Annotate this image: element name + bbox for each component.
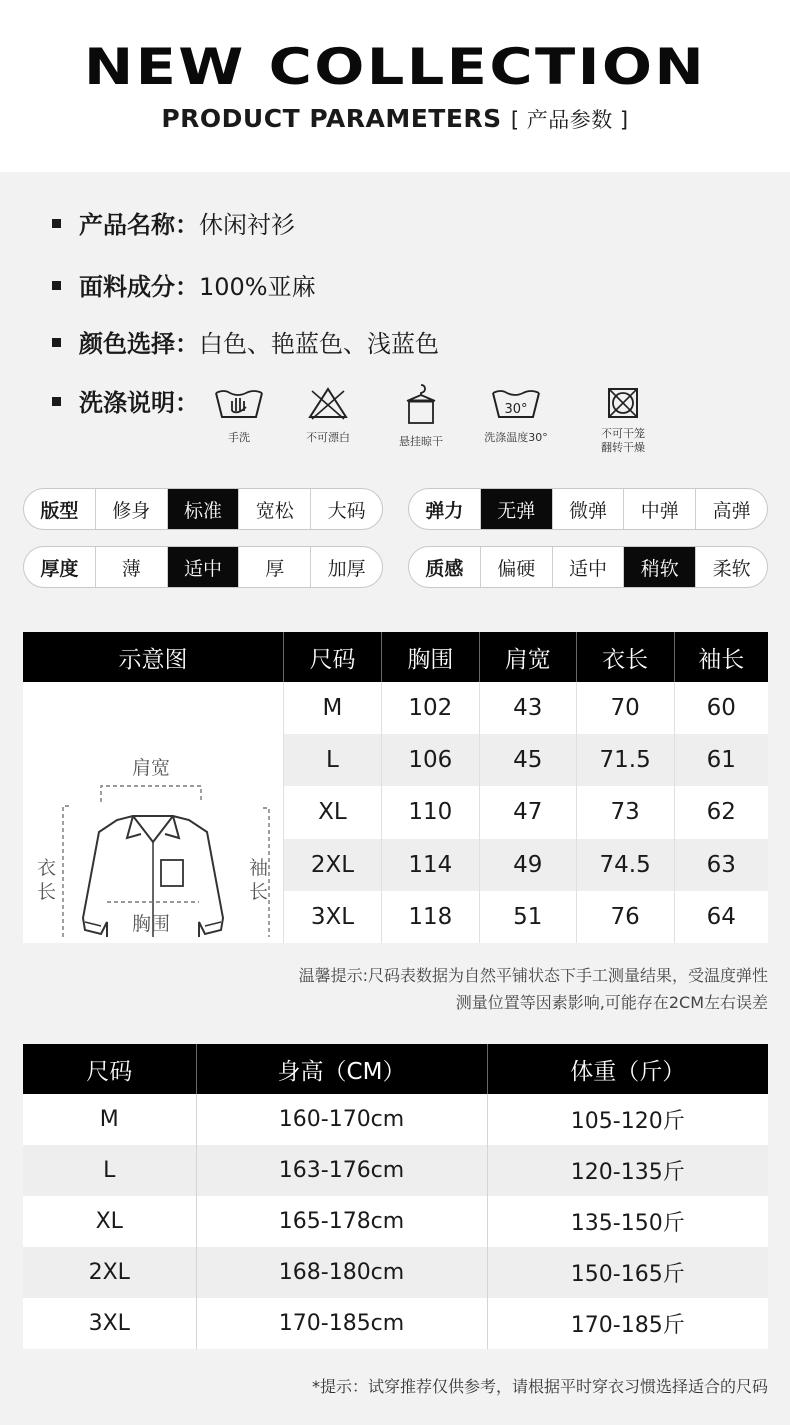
param-label: 颜色选择： xyxy=(79,330,199,358)
cell-size: 3XL xyxy=(23,1298,196,1349)
cell-size: 2XL xyxy=(23,1247,196,1298)
cell-length: 70 xyxy=(576,682,674,734)
care-label: 手洗 xyxy=(228,431,250,444)
param-value: 白色、艳蓝色、浅蓝色 xyxy=(199,330,439,358)
bullet-icon xyxy=(52,219,61,228)
cell-chest: 102 xyxy=(381,682,479,734)
care-label: 洗涤温度30° xyxy=(484,431,548,444)
attr-option: 厚 xyxy=(238,547,310,587)
attr-option: 中弹 xyxy=(623,489,695,529)
care-label: 不可干笼 翻转干燥 xyxy=(601,427,645,454)
table-header xyxy=(23,1044,768,1094)
cell-height: 168-180cm xyxy=(196,1247,487,1298)
care-label: 悬挂晾干 xyxy=(399,435,443,448)
header-cell: 体重（斤） xyxy=(487,1044,768,1094)
header-cell: 衣长 xyxy=(576,632,674,682)
cell-shoulder: 45 xyxy=(479,734,576,786)
attr-label: 质感 xyxy=(425,557,464,580)
header-cell: 示意图 xyxy=(23,632,284,682)
table-header xyxy=(23,632,768,682)
attr-label: 弹力 xyxy=(425,499,464,522)
shirt-diagram xyxy=(23,682,284,943)
diagram-label-chest: 胸围 xyxy=(131,913,171,935)
cell-weight: 170-185斤 xyxy=(487,1298,768,1349)
bullet-icon xyxy=(52,281,61,290)
page-title: NEW COLLECTION xyxy=(83,38,707,96)
attr-option: 偏硬 xyxy=(480,547,552,587)
cell-chest: 110 xyxy=(381,786,479,838)
cell-weight: 135-150斤 xyxy=(487,1196,768,1247)
care-label: 不可漂白 xyxy=(306,431,350,444)
cell-size: L xyxy=(284,734,382,786)
diagram-label-length: 衣长 xyxy=(37,857,57,903)
header-cell: 尺码 xyxy=(23,1044,196,1094)
cell-weight: 150-165斤 xyxy=(487,1247,768,1298)
diagram-label-shoulder: 肩宽 xyxy=(131,757,171,779)
param-row-color xyxy=(52,324,439,359)
table-row xyxy=(23,1094,768,1145)
attr-option: 高弹 xyxy=(695,489,767,529)
cell-height: 165-178cm xyxy=(196,1196,487,1247)
attr-option: 微弹 xyxy=(552,489,624,529)
param-row-fabric xyxy=(52,267,316,302)
cell-length: 73 xyxy=(576,786,674,838)
cell-weight: 105-120斤 xyxy=(487,1094,768,1145)
table-row xyxy=(23,1298,768,1349)
cell-size: L xyxy=(23,1145,196,1196)
cell-sleeve: 64 xyxy=(674,891,768,943)
cell-sleeve: 62 xyxy=(674,786,768,838)
cell-sleeve: 61 xyxy=(674,734,768,786)
cell-length: 74.5 xyxy=(576,839,674,891)
cell-height: 160-170cm xyxy=(196,1094,487,1145)
cell-size: M xyxy=(23,1094,196,1145)
header-cell: 身高（CM） xyxy=(196,1044,487,1094)
cell-height: 163-176cm xyxy=(196,1145,487,1196)
no-bleach-icon xyxy=(306,383,350,423)
attr-option-selected: 标准 xyxy=(167,489,239,529)
cell-chest: 106 xyxy=(381,734,479,786)
care-no-tumble-dry xyxy=(583,383,663,455)
hand-wash-icon xyxy=(212,383,266,423)
size-table xyxy=(23,632,768,943)
wash-temp-text: 30° xyxy=(504,402,528,417)
cell-size: XL xyxy=(284,786,382,838)
table-row xyxy=(23,682,768,734)
attr-stretch xyxy=(408,488,768,530)
attr-option-selected: 无弹 xyxy=(480,489,552,529)
param-row-name xyxy=(52,205,295,240)
cell-shoulder: 51 xyxy=(479,891,576,943)
header-cell: 胸围 xyxy=(381,632,479,682)
cell-shoulder: 49 xyxy=(479,839,576,891)
care-hang-dry xyxy=(381,383,461,449)
bullet-icon xyxy=(52,338,61,347)
param-label: 产品名称： xyxy=(79,211,199,239)
header xyxy=(0,0,790,172)
param-label: 面料成分： xyxy=(79,273,199,301)
attr-option-selected: 稍软 xyxy=(623,547,695,587)
attr-label: 厚度 xyxy=(40,557,79,580)
cell-length: 71.5 xyxy=(576,734,674,786)
param-label: 洗涤说明： xyxy=(79,389,199,417)
header-cell: 尺码 xyxy=(284,632,382,682)
attr-thickness xyxy=(23,546,383,588)
care-hand-wash xyxy=(199,383,279,445)
attr-option: 适中 xyxy=(552,547,624,587)
cell-length: 76 xyxy=(576,891,674,943)
attr-label: 版型 xyxy=(40,499,79,522)
care-no-bleach xyxy=(288,383,368,445)
shirt-diagram-icon xyxy=(23,682,283,937)
bullet-icon xyxy=(52,397,61,406)
cell-weight: 120-135斤 xyxy=(487,1145,768,1196)
subtitle-en: PRODUCT PARAMETERS xyxy=(161,104,502,133)
param-value: 休闲衬衫 xyxy=(199,211,295,239)
cell-shoulder: 47 xyxy=(479,786,576,838)
cell-sleeve: 60 xyxy=(674,682,768,734)
table-row xyxy=(23,1247,768,1298)
attr-option: 修身 xyxy=(95,489,167,529)
footnote: *提示：试穿推荐仅供参考，请根据平时穿衣习惯选择适合的尺码 xyxy=(311,1377,768,1396)
measurement-note xyxy=(299,962,768,1016)
table-row xyxy=(23,1196,768,1247)
attr-option: 柔软 xyxy=(695,547,767,587)
cell-chest: 114 xyxy=(381,839,479,891)
cell-size: 3XL xyxy=(284,891,382,943)
attr-texture xyxy=(408,546,768,588)
attr-option: 薄 xyxy=(95,547,167,587)
cell-size: M xyxy=(284,682,382,734)
cell-chest: 118 xyxy=(381,891,479,943)
fit-table xyxy=(23,1044,768,1349)
note-line: 测量位置等因素影响,可能存在2CM左右误差 xyxy=(455,993,768,1012)
attr-option: 加厚 xyxy=(310,547,382,587)
hang-dry-icon xyxy=(399,383,443,427)
subtitle-cn: [ 产品参数 ] xyxy=(510,108,629,132)
cell-size: XL xyxy=(23,1196,196,1247)
note-line: 温馨提示:尺码表数据为自然平铺状态下手工测量结果，受温度弹性 xyxy=(298,966,768,985)
cell-size: 2XL xyxy=(284,839,382,891)
header-cell: 袖长 xyxy=(674,632,768,682)
page-subtitle xyxy=(0,104,790,134)
param-row-wash xyxy=(52,383,199,418)
header-cell: 肩宽 xyxy=(479,632,576,682)
diagram-label-sleeve: 袖长 xyxy=(249,857,269,903)
cell-sleeve: 63 xyxy=(674,839,768,891)
attr-option: 大码 xyxy=(310,489,382,529)
wash-temp-icon xyxy=(489,383,543,423)
attr-option: 宽松 xyxy=(238,489,310,529)
no-tumble-dry-icon xyxy=(603,383,643,423)
cell-height: 170-185cm xyxy=(196,1298,487,1349)
table-row xyxy=(23,1145,768,1196)
param-value: 100%亚麻 xyxy=(199,273,316,301)
cell-shoulder: 43 xyxy=(479,682,576,734)
attr-fit xyxy=(23,488,383,530)
care-wash-temp xyxy=(476,383,556,445)
attr-option-selected: 适中 xyxy=(167,547,239,587)
